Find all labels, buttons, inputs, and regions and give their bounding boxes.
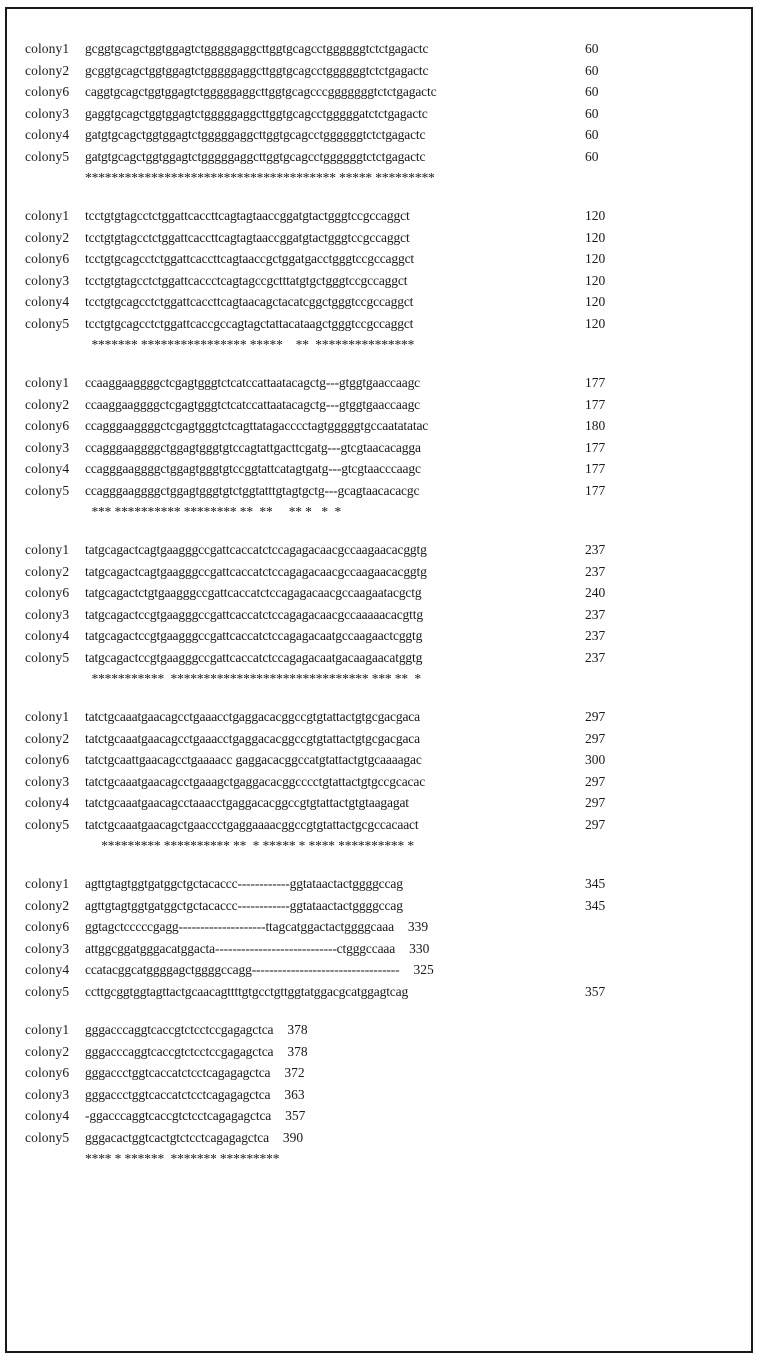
sequence-text: ccaaggaaggggctcgagtgggtctcatccattaatacagctg---gtggtgaaccaagc	[85, 375, 421, 390]
alignment-row	[7, 962, 751, 984]
sequence-label: colony4	[25, 461, 70, 476]
alignment-row	[7, 795, 751, 817]
alignment-row	[7, 208, 751, 230]
position-number: 60	[585, 62, 599, 78]
sequence-text: gggacccaggtcaccgtctcctccgagagctca	[85, 1022, 274, 1037]
sequence-text: caggtgcagctggtggagtctgggggaggcttggtgcagcccgggggggtctctgagactc	[85, 84, 437, 99]
alignment-row	[7, 774, 751, 796]
sequence-text: tcctgtgtagcctctggattcaccttcagtagtaaccggatgtactgggtccgccaggct	[85, 229, 410, 245]
sequence-text: tatctgcaaatgaacagcctgaaagctgaggacacggcccctgtattactgtgccgcacac	[85, 773, 426, 789]
sequence-text: agttgtagtggtgatggctgctacaccc------------ggtataactactggggccag	[85, 897, 403, 913]
sequence-text: gggacccaggtcaccgtctcctccgagagctca	[85, 1043, 274, 1059]
sequence-text: ccagggaaggggctggagtgggtgtccggtattcatagtgatg---gtcgtaacccaagc	[85, 461, 421, 476]
position-number: 363	[284, 1086, 305, 1102]
alignment-row	[7, 709, 751, 731]
sequence-text: tatgcagactcagtgaagggccgattcaccatctccagagacaacgccaagaacacggtg	[85, 563, 427, 579]
position-number: 378	[287, 1043, 308, 1059]
alignment-row	[7, 84, 751, 106]
alignment-row	[7, 440, 751, 462]
sequence-text: ccaaggaaggggctcgagtgggtctcatccattaatacagctg---gtggtgaaccaagc	[85, 396, 421, 412]
sequence-text: ccagggaaggggctggagtgggtgtccagtattgacttcgatg---gtcgtaacacagga	[85, 439, 421, 455]
alignment-row	[7, 230, 751, 252]
position-number: 120	[585, 208, 606, 223]
alignment-content	[7, 9, 751, 1351]
sequence-text: ccagggaaggggctggagtgggtgtctggtatttgtagtgctg---gcagtaacacacgc	[85, 482, 420, 498]
sequence-label: colony5	[25, 983, 70, 999]
alignment-row	[7, 984, 751, 1006]
sequence-text: agttgtagtggtgatggctgctacaccc------------ggtataactactggggccag	[85, 876, 403, 891]
sequence-label: colony3	[25, 439, 70, 455]
position-number: 120	[585, 272, 606, 288]
sequence-label: colony4	[25, 962, 70, 977]
alignment-row	[7, 1130, 751, 1152]
alignment-row	[7, 397, 751, 419]
position-number: 237	[585, 606, 606, 622]
position-number: 300	[585, 752, 606, 767]
sequence-label: colony3	[25, 773, 70, 789]
alignment-block	[7, 542, 751, 692]
alignment-row	[7, 919, 751, 941]
sequence-label: colony1	[25, 208, 70, 223]
sequence-text: ccttgcggtggtagttactgcaacagttttgtgcctgttggtatggacgcatggagtcag	[85, 983, 409, 999]
sequence-label: colony6	[25, 84, 70, 99]
sequence-text: gggaccctggtcaccatctcctcagagagctca	[85, 1086, 271, 1102]
alignment-row	[7, 1044, 751, 1066]
consensus-line: ********* ********** ** * ***** * **** ********** *	[85, 838, 414, 853]
position-number: 177	[585, 482, 606, 498]
sequence-label: colony4	[25, 795, 70, 810]
sequence-text: tatctgcaaatgaacagcctaaacctgaggacacggccgtgtattactgtgtaagagat	[85, 795, 409, 810]
position-number: 378	[287, 1022, 308, 1037]
consensus-line: *** ********** ******** ** ** ** * * *	[85, 504, 342, 519]
sequence-label: colony2	[25, 563, 70, 579]
sequence-text: tatgcagactctgtgaagggccgattcaccatctccagagacaacgccaagaatacgctg	[85, 585, 422, 600]
sequence-label: colony1	[25, 542, 70, 557]
sequence-label: colony3	[25, 606, 70, 622]
sequence-label: colony2	[25, 229, 70, 245]
position-number: 237	[585, 563, 606, 579]
sequence-label: colony3	[25, 105, 70, 121]
sequence-label: colony2	[25, 62, 70, 78]
sequence-text: gcggtgcagctggtggagtctgggggaggcttggtgcagcctggggggtctctgagactc	[85, 41, 429, 56]
sequence-text: attggcggatgggacatggacta----------------------------ctgggccaaa	[85, 940, 396, 956]
position-number: 120	[585, 315, 606, 331]
position-number: 297	[585, 709, 606, 724]
alignment-row	[7, 483, 751, 505]
sequence-text: tatctgcaaatgaacagcctgaaacctgaggacacggccgtgtattactgtgcgacgaca	[85, 730, 420, 746]
alignment-row	[7, 607, 751, 629]
position-number: 357	[585, 983, 606, 999]
position-number: 237	[585, 542, 606, 557]
alignment-row	[7, 876, 751, 898]
consensus-line: ************************************** ***** *********	[85, 170, 435, 185]
sequence-label: colony1	[25, 876, 70, 891]
alignment-row	[7, 1108, 751, 1130]
sequence-label: colony2	[25, 396, 70, 412]
sequence-label: colony5	[25, 482, 70, 498]
alignment-row	[7, 650, 751, 672]
position-number: 325	[413, 962, 434, 977]
sequence-label: colony6	[25, 752, 70, 767]
alignment-row	[7, 1087, 751, 1109]
sequence-text: tatctgcaaatgaacagcctgaaacctgaggacacggccgtgtattactgtgcgacgaca	[85, 709, 420, 724]
position-number: 339	[407, 919, 429, 934]
sequence-text: gcggtgcagctggtggagtctgggggaggcttggtgcagcctggggggtctctgagactc	[85, 62, 429, 78]
position-number: 177	[585, 375, 606, 390]
sequence-label: colony6	[25, 585, 70, 600]
sequence-label: colony1	[25, 709, 70, 724]
alignment-block	[7, 208, 751, 358]
sequence-label: colony6	[25, 1065, 70, 1080]
position-number: 240	[585, 585, 606, 600]
sequence-label: colony1	[25, 41, 70, 56]
alignment-row	[7, 106, 751, 128]
alignment-row	[7, 1022, 751, 1044]
position-number: 60	[585, 105, 599, 121]
alignment-row	[7, 251, 751, 273]
position-number: 357	[285, 1108, 306, 1123]
sequence-text: tatctgcaaatgaacagctgaaccctgaggaaaacggccgtgtattactgcgccacaact	[85, 816, 419, 832]
sequence-text: ggtagctcccccgagg--------------------ttagcatggactactggggcaaa	[85, 919, 394, 934]
position-number: 177	[585, 439, 606, 455]
sequence-label: colony5	[25, 816, 70, 832]
alignment-row	[7, 41, 751, 63]
alignment-row	[7, 585, 751, 607]
sequence-label: colony3	[25, 272, 70, 288]
position-number: 237	[585, 649, 606, 665]
position-number: 297	[585, 795, 606, 810]
position-number: 60	[585, 148, 599, 164]
alignment-block	[7, 375, 751, 525]
alignment-row	[7, 294, 751, 316]
sequence-label: colony5	[25, 315, 70, 331]
position-number: 177	[585, 396, 606, 412]
sequence-text: tcctgtgtagcctctggattcaccctcagtagccgctttatgtgctgggtccgccaggct	[85, 272, 408, 288]
sequence-label: colony2	[25, 897, 70, 913]
alignment-block	[7, 41, 751, 191]
sequence-label: colony4	[25, 628, 70, 643]
position-number: 177	[585, 461, 606, 476]
sequence-label: colony2	[25, 1043, 70, 1059]
consensus-line: *********** ****************************** *** ** *	[85, 671, 422, 686]
alignment-block	[7, 876, 751, 1005]
position-number: 60	[585, 41, 599, 56]
position-number: 180	[585, 418, 606, 433]
sequence-text: gggaccctggtcaccatctcctcagagagctca	[85, 1065, 271, 1080]
sequence-text: tatgcagactccgtgaagggccgattcaccatctccagagacaatgacaagaacatggtg	[85, 649, 423, 665]
position-number: 390	[282, 1129, 304, 1145]
alignment-row	[7, 1065, 751, 1087]
sequence-label: colony5	[25, 148, 70, 164]
sequence-text: tcctgtgcagcctctggattcaccgccagtagctattacataagctgggtccgccaggct	[85, 315, 414, 331]
position-number: 345	[585, 876, 606, 891]
sequence-label: colony6	[25, 919, 70, 934]
alignment-row	[7, 418, 751, 440]
sequence-text: tcctgtgcagcctctggattcaccttcagtaacagctacatcggctgggtccgccaggct	[85, 294, 414, 309]
position-number: 330	[409, 940, 430, 956]
sequence-label: colony3	[25, 940, 70, 956]
position-number: 60	[585, 127, 599, 142]
position-number: 60	[585, 84, 599, 99]
alignment-row	[7, 941, 751, 963]
sequence-text: gaggtgcagctggtggagtctgggggaggcttggtgcagcctgggggatctctgagactc	[85, 105, 428, 121]
sequence-label: colony5	[25, 1129, 70, 1145]
alignment-row	[7, 375, 751, 397]
sequence-text: gatgtgcagctggtggagtctgggggaggcttggtgcagcctggggggtctctgagactc	[85, 127, 426, 142]
sequence-text: tatgcagactccgtgaagggccgattcaccatctccagagacaatgccaagaactcggtg	[85, 628, 423, 643]
alignment-row	[7, 461, 751, 483]
sequence-label: colony1	[25, 375, 70, 390]
sequence-text: tatgcagactcagtgaagggccgattcaccatctccagagacaacgccaagaacacggtg	[85, 542, 427, 557]
alignment-block	[7, 709, 751, 859]
page-border	[5, 7, 753, 1353]
alignment-row	[7, 628, 751, 650]
sequence-label: colony2	[25, 730, 70, 746]
position-number: 297	[585, 773, 606, 789]
position-number: 372	[284, 1065, 305, 1080]
sequence-label: colony6	[25, 251, 70, 266]
sequence-label: colony6	[25, 418, 70, 433]
alignment-row	[7, 564, 751, 586]
sequence-text: ccatacggcatggggagctggggccagg----------------------------------	[85, 962, 400, 977]
sequence-text: -ggacccaggtcaccgtctcctcagagagctca	[85, 1108, 272, 1123]
alignment-row	[7, 817, 751, 839]
alignment-block	[7, 1022, 751, 1172]
alignment-row	[7, 149, 751, 171]
alignment-row	[7, 898, 751, 920]
alignment-row	[7, 542, 751, 564]
sequence-text: tcctgtgcagcctctggattcaccttcagtaaccgctggatgacctgggtccgccaggct	[85, 251, 415, 266]
sequence-text: gggacactggtcactgtctcctcagagagctca	[85, 1129, 269, 1145]
sequence-label: colony3	[25, 1086, 70, 1102]
sequence-text: tcctgtgtagcctctggattcaccttcagtagtaaccggatgtactgggtccgccaggct	[85, 208, 410, 223]
consensus-line: **** * ****** ******* *********	[85, 1151, 280, 1166]
sequence-label: colony4	[25, 127, 70, 142]
position-number: 297	[585, 816, 606, 832]
sequence-text: gatgtgcagctggtggagtctgggggaggcttggtgcagcctggggggtctctgagactc	[85, 148, 426, 164]
position-number: 120	[585, 229, 606, 245]
position-number: 120	[585, 251, 606, 266]
sequence-text: ccagggaaggggctcgagtgggtctcagttatagacccctagtgggggtgccaatatatac	[85, 418, 429, 433]
sequence-label: colony5	[25, 649, 70, 665]
position-number: 120	[585, 294, 606, 309]
alignment-row	[7, 316, 751, 338]
sequence-label: colony1	[25, 1022, 70, 1037]
sequence-label: colony4	[25, 1108, 70, 1123]
alignment-row	[7, 63, 751, 85]
alignment-row	[7, 752, 751, 774]
sequence-label: colony4	[25, 294, 70, 309]
alignment-row	[7, 273, 751, 295]
position-number: 297	[585, 730, 606, 746]
alignment-row	[7, 127, 751, 149]
alignment-row	[7, 731, 751, 753]
sequence-text: tatctgcaattgaacagcctgaaaacc gaggacacggccatgtattactgtgcaaaagac	[85, 752, 422, 767]
position-number: 345	[585, 897, 606, 913]
position-number: 237	[585, 628, 606, 643]
consensus-line: ******* **************** ***** ** ***************	[85, 337, 415, 352]
sequence-text: tatgcagactccgtgaagggccgattcaccatctccagagacaacgccaaaaacacgttg	[85, 606, 423, 622]
